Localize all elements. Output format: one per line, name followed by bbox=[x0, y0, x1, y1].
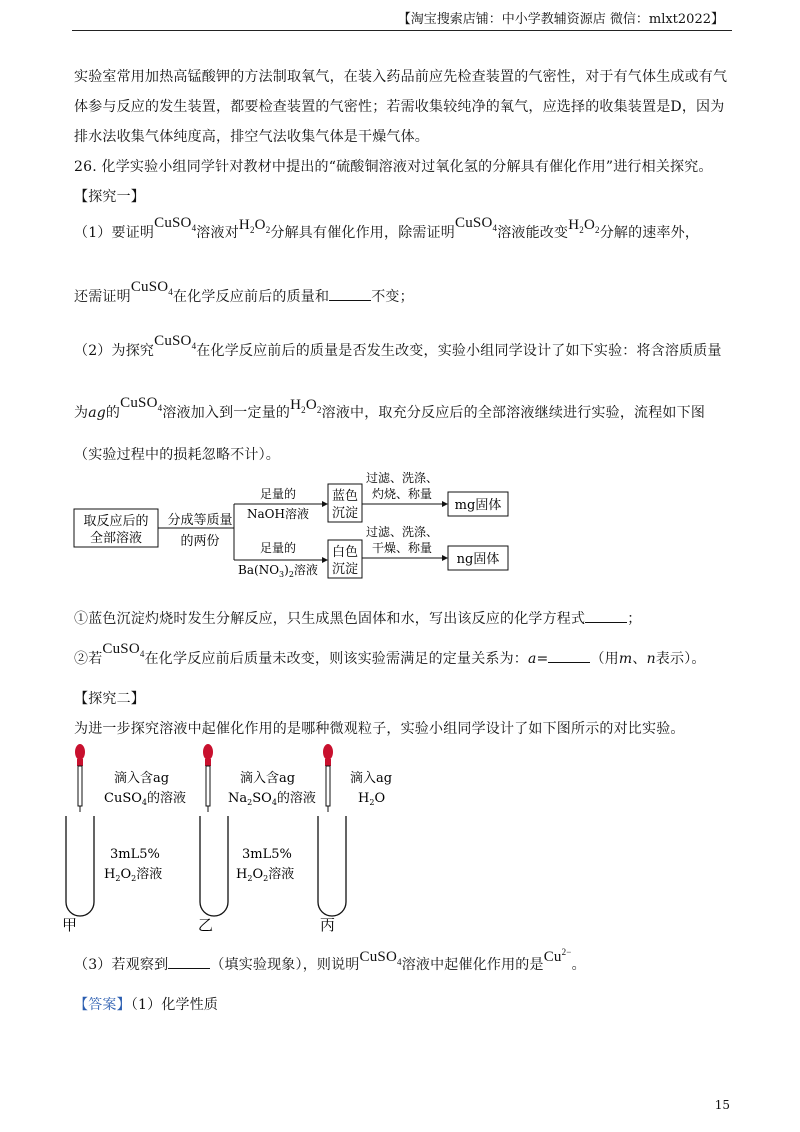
header-rule bbox=[72, 30, 732, 31]
intro-line-1: 实验室常用加热高锰酸钾的方法制取氧气，在装入药品前应先检查装置的气密性，对于有气体生成或有气 bbox=[74, 69, 728, 85]
tube1-drop-text-1: 滴入含ag bbox=[114, 771, 170, 786]
section2-text: 为进一步探究溶液中起催化作用的是哪种微观粒子，实验小组同学设计了如下图所示的对比实验。 bbox=[74, 721, 685, 737]
tube1-label: 甲 bbox=[62, 916, 78, 934]
tube3-label: 丙 bbox=[320, 916, 336, 934]
tube2-sol-text-2: $H_2O_2$溶液 bbox=[236, 867, 295, 883]
flow-top-ppt-2: 沉淀 bbox=[331, 506, 359, 521]
flow-bot-result: ng固体 bbox=[456, 552, 500, 567]
q2-sub-1: ①蓝色沉淀灼烧时发生分解反应，只生成黑色固体和水，写出该反应的化学方程式 ； bbox=[74, 611, 642, 627]
tube1-sol-text-2: $H_2O_2$溶液 bbox=[104, 867, 163, 883]
flow-split-text-2: 的两份 bbox=[180, 534, 220, 549]
answer-tag: 【答案】 bbox=[74, 997, 131, 1013]
tube3-drop-text-1: 滴入ag bbox=[350, 771, 393, 786]
q1-line-2: 还需证明CuSO$_4$在化学反应前后的质量和 不变； bbox=[74, 279, 414, 305]
dropper-bulb bbox=[323, 744, 333, 760]
q2-sub-2: ②若CuSO$_4$在化学反应前后质量未改变，则该实验需满足的定量关系为：a= （用m、n表示）。 bbox=[74, 641, 706, 667]
flow-top-step-1: 过滤、洗涤、 bbox=[365, 471, 439, 485]
page-header: 【淘宝搜索店铺：中小学教辅资源店 微信：mlxt2022】 bbox=[397, 12, 724, 27]
intro-line-2: 体参与反应的发生装置，都要检查装置的气密性；若需收集较纯净的氧气，应选择的收集装置是D，因为 bbox=[74, 99, 725, 115]
flow-bot-step-1: 过滤、洗涤、 bbox=[365, 525, 439, 539]
flow-bot-ppt-2: 沉淀 bbox=[331, 562, 359, 577]
test-tube-diagram bbox=[60, 740, 460, 934]
test-tube-3 bbox=[318, 816, 346, 916]
arrowhead bbox=[322, 557, 328, 563]
page-number: 15 bbox=[714, 1098, 730, 1112]
flow-bot-reagent-1: 足量的 bbox=[259, 541, 297, 555]
flow-start-text-2: 全部溶液 bbox=[89, 531, 143, 546]
q2-line-2: 为ag的CuSO$_4$溶液加入到一定量的$H_2O_2$溶液中，取充分反应后的全部溶液继续进行实验，流程如下图 bbox=[74, 395, 706, 421]
tube2-sol-text-1: 3mL5% bbox=[242, 847, 292, 862]
question-26: 26. 化学实验小组同学针对教材中提出的“硫酸铜溶液对过氧化氢的分解具有催化作用”进行相关探究。 bbox=[74, 159, 713, 175]
flow-top-reagent-1: 足量的 bbox=[259, 487, 297, 501]
flow-bot-ppt-1: 白色 bbox=[331, 545, 359, 560]
dropper-bulb bbox=[203, 744, 213, 760]
tube2-drop-text-2: $Na_2SO_4$的溶液 bbox=[228, 791, 316, 807]
answer-blank bbox=[168, 956, 210, 969]
q3-line: （3）若观察到 （填实验现象），则说明CuSO$_4$溶液中起催化作用的是$Cu^{2-}$。 bbox=[74, 947, 586, 973]
section-heading-1: 【探究一】 bbox=[74, 189, 145, 205]
flow-bot-reagent: $Ba(NO_3)_2$溶液 bbox=[238, 563, 318, 579]
section-heading-2: 【探究二】 bbox=[74, 691, 145, 707]
dropper-3 bbox=[323, 744, 333, 812]
tube3-drop-text-2: $H_2O$ bbox=[358, 791, 386, 807]
flow-top-step-2: 灼烧、称量 bbox=[371, 487, 433, 501]
flow-top-result: mg固体 bbox=[454, 498, 502, 513]
test-tube-1 bbox=[66, 816, 94, 916]
flow-split-text-1: 分成等质量 bbox=[167, 513, 233, 528]
dropper-bulb bbox=[75, 744, 85, 760]
flow-bot-step-2: 干燥、称量 bbox=[371, 541, 433, 555]
dropper-1 bbox=[75, 744, 85, 812]
q2-line-1: （2）为探究CuSO$_4$在化学反应前后的质量是否发生改变，实验小组同学设计了如下实验：将含溶质质量 bbox=[74, 333, 722, 359]
flow-diagram bbox=[60, 468, 530, 588]
tube1-sol-text-1: 3mL5% bbox=[110, 847, 160, 862]
intro-line-3: 排水法收集气体纯度高，排空气法收集气体是干燥气体。 bbox=[74, 129, 429, 145]
arrowhead bbox=[322, 501, 328, 507]
arrowhead bbox=[442, 501, 448, 507]
answer-blank bbox=[585, 610, 627, 623]
test-tube-2 bbox=[200, 816, 228, 916]
tube1-drop-text-2: CuSO$_4$的溶液 bbox=[104, 791, 186, 807]
flow-top-ppt-1: 蓝色 bbox=[331, 489, 359, 504]
flow-top-reagent-2: NaOH溶液 bbox=[247, 507, 309, 521]
answer-text: （1）化学性质 bbox=[130, 997, 219, 1013]
answer-blank bbox=[548, 650, 590, 663]
answer-line bbox=[74, 994, 218, 1014]
tube2-drop-text-1: 滴入含ag bbox=[240, 771, 296, 786]
q2-line-3: （实验过程中的损耗忽略不计）。 bbox=[74, 447, 280, 463]
arrowhead bbox=[442, 555, 448, 561]
dropper-2 bbox=[203, 744, 213, 812]
answer-blank bbox=[329, 288, 371, 301]
q1-line-1: （1）要证明CuSO$_4$溶液对$H_2O_2$分解具有催化作用，除需证明CuSO$_4$溶液能改变$H_2O_2$分解的速率外， bbox=[74, 215, 700, 241]
flow-start-text-1: 取反应后的 bbox=[83, 514, 149, 529]
tube2-label: 乙 bbox=[198, 916, 214, 934]
